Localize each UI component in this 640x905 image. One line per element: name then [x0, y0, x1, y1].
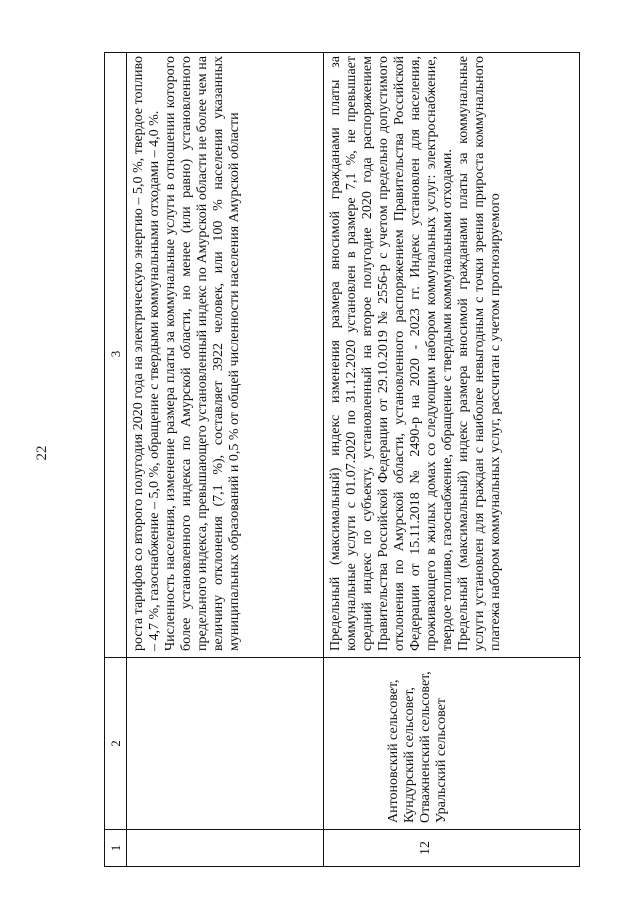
- paragraph: Численность населения, изменение размера платы за коммунальные услуги в отношении которого более установленного индекса по Амурской области, но менее (или равно) установленного предельного индекса, превышающего установленный индекс по Амурской области не более чем на величину отклонения (7,1 %), составляет 3922 человек, или 100 % населения указанных муниципальных образований и 0,5 % от общей численности населения Амурской области: [163, 56, 242, 651]
- table-wrapper: [104, 52, 580, 867]
- paragraph: Предельный (максимальный) индекс размера вносимой гражданами платы за коммунальные услуги установлен для граждан с наиболее невыгодным с точки зрения прироста коммунального платежа набором коммунальных услуг, рассчитан с учетом прогнозируемого: [456, 56, 503, 651]
- page-number: 22: [33, 445, 50, 461]
- table-row: [324, 53, 581, 866]
- paragraph: роста тарифов со второго полугодия 2020 года на электрическую энергию – 5,0 %, твердое топливо – 4,7 %, газоснабжение – 5,0 %, обращение с твердыми коммунальными отходами – 4,0 %.: [131, 56, 162, 651]
- table-header-row: [105, 53, 127, 866]
- row-number-cell: [324, 829, 581, 866]
- description-cell: [324, 51, 581, 657]
- header-col-3: 3: [107, 350, 123, 358]
- rotated-table: [104, 52, 580, 867]
- description-cell: [127, 51, 323, 657]
- description-text: [127, 51, 243, 657]
- description-text: [324, 51, 504, 657]
- row-number-cell: [127, 829, 323, 866]
- settlement-cell: [324, 657, 581, 829]
- header-col-2: 2: [105, 657, 126, 829]
- paragraph: Предельный (максимальный) индекс изменения размера вносимой гражданами платы за коммунальные услуги с 01.07.2020 по 31.12.2020 установлен в размере 7,1 %, не превышает средний индекс по субъекту, установленный на второе полугодие 2020 года распоряжением Правительства Российской Федерации от 29.10.2019 № 2556-р с учетом предельно допустимого отклонения по Амурской области, установленного распоряжением Правительства Российской Федерации от 15.11.2018 № 2490-р на 2020 - 2023 гг. Индекс установлен для населения, проживающего в жилых домах со следующим набором коммунальных услуг: электроснабжение, твердое топливо, газоснабжение, обращение с твердыми коммунальными отходами.: [328, 56, 455, 651]
- settlement-names: Антоновский сельсовет, Кундурский сельсовет, Отважненский сельсовет, Уральский сельсовет: [386, 671, 449, 823]
- table-row: [127, 53, 324, 866]
- row-number: 12: [418, 841, 433, 855]
- settlement-cell: [127, 657, 323, 829]
- header-col-1: 1: [105, 829, 126, 866]
